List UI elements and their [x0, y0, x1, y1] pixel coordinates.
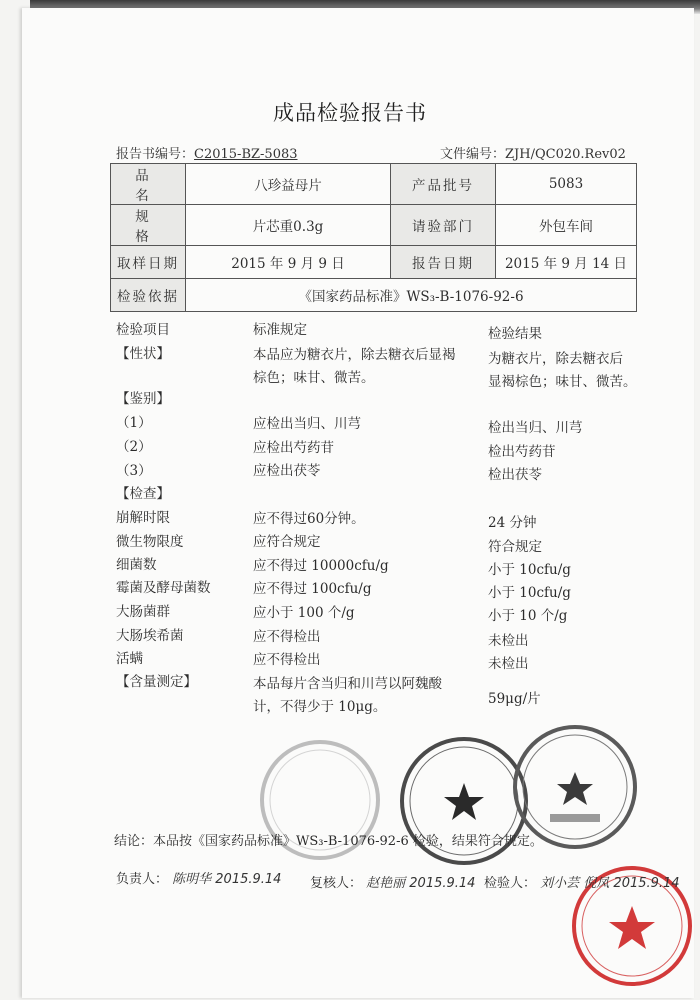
character-standard-line2: 棕色；味甘、微苦。 — [253, 370, 375, 386]
inspection-item-7: 活螨 — [116, 651, 143, 667]
inspection-item-3: 细菌数 — [116, 557, 157, 573]
inspection-standard-4: 应不得过 100cfu/g — [253, 581, 372, 597]
spec-value: 片芯重0.3g — [186, 205, 391, 246]
assay-standard-line2: 计，不得少于 10μg。 — [253, 699, 387, 715]
report-number — [116, 143, 298, 162]
inspection-result-7: 未检出 — [488, 656, 529, 672]
identification-result-2: 检出芍药苷 — [488, 444, 556, 460]
header-standard: 标准规定 — [253, 322, 307, 338]
reviewer — [310, 872, 475, 891]
identification-item-2: （2） — [116, 439, 152, 455]
dept-value: 外包车间 — [496, 205, 637, 246]
assay-standard-line1: 本品每片含当归和川芎以阿魏酸 — [253, 676, 442, 692]
inspection-item-4: 霉菌及酵母菌数 — [116, 580, 211, 596]
character-result-line1: 为糖衣片，除去糖衣后 — [488, 351, 623, 367]
inspection-item-6: 大肠埃希菌 — [116, 628, 184, 644]
responsible-signature: 陈明华 2015.9.14 — [172, 872, 282, 887]
section-inspection: 【检查】 — [116, 486, 170, 502]
inspector-signature: 刘小芸 倪凤 2015.9.14 — [540, 876, 680, 891]
identification-item-3: （3） — [116, 463, 152, 479]
inspection-item-5: 大肠菌群 — [116, 604, 170, 620]
document-number-value: ZJH/QC020.Rev02 — [505, 147, 626, 162]
reviewer-label: 复核人： — [310, 876, 363, 891]
character-standard-line1: 本品应为糖衣片，除去糖衣后显褐 — [253, 347, 456, 363]
section-assay: 【含量测定】 — [116, 674, 197, 690]
info-row-name — [111, 164, 637, 205]
section-identification: 【鉴别】 — [116, 391, 170, 407]
sample-date-label: 取样日期 — [111, 246, 186, 279]
report-date-label: 报告日期 — [391, 246, 496, 279]
report-number-label: 报告书编号： — [116, 147, 195, 162]
inspector-label: 检验人： — [484, 876, 537, 891]
inspector — [484, 872, 680, 891]
inspection-result-6: 未检出 — [488, 633, 529, 649]
info-row-spec — [111, 205, 637, 246]
batch-value: 5083 — [496, 164, 637, 205]
product-name-label: 品 名 — [111, 164, 186, 205]
inspection-result-2: 符合规定 — [488, 539, 542, 555]
inspection-standard-7: 应不得检出 — [253, 652, 321, 668]
reviewer-signature: 赵艳丽 2015.9.14 — [366, 876, 476, 891]
inspection-item-1: 崩解时限 — [116, 510, 170, 526]
basis-value: 《国家药品标准》WS₃-B-1076-92-6 — [186, 279, 637, 312]
product-info-table — [110, 163, 637, 312]
section-character: 【性状】 — [116, 346, 170, 362]
document-title: 成品检验报告书 — [273, 101, 427, 125]
inspection-item-2: 微生物限度 — [116, 534, 184, 550]
inspection-standard-2: 应符合规定 — [253, 534, 321, 550]
conclusion-text: 结论：本品按《国家药品标准》WS₃-B-1076-92-6 检验，结果符合规定。 — [114, 834, 543, 849]
report-number-value: C2015-BZ-5083 — [194, 147, 298, 162]
inspection-standard-5: 应小于 100 个/g — [253, 605, 355, 621]
header-result: 检验结果 — [488, 326, 542, 342]
info-row-dates — [111, 246, 637, 279]
inspection-result-1: 24 分钟 — [488, 515, 537, 531]
responsible-label: 负责人： — [116, 872, 169, 887]
inspection-result-4: 小于 10cfu/g — [488, 585, 571, 601]
identification-standard-1: 应检出当归、川芎 — [253, 416, 361, 432]
header-item: 检验项目 — [116, 322, 170, 338]
document-number — [440, 143, 626, 162]
report-date-value: 2015 年 9 月 14 日 — [496, 246, 637, 279]
responsible-person — [116, 868, 281, 887]
batch-label: 产品批号 — [391, 164, 496, 205]
inspection-result-5: 小于 10 个/g — [488, 608, 568, 624]
assay-result: 59μg/片 — [488, 691, 541, 707]
identification-result-3: 检出茯苓 — [488, 467, 542, 483]
product-name-value: 八珍益母片 — [186, 164, 391, 205]
identification-standard-3: 应检出茯苓 — [253, 463, 321, 479]
inspection-standard-3: 应不得过 10000cfu/g — [253, 558, 389, 574]
info-row-basis — [111, 279, 637, 312]
identification-item-1: （1） — [116, 415, 152, 431]
inspection-standard-6: 应不得检出 — [253, 629, 321, 645]
document-number-label: 文件编号： — [440, 147, 506, 162]
inspection-result-3: 小于 10cfu/g — [488, 562, 571, 578]
character-result-line2: 显褐棕色；味甘、微苦。 — [488, 374, 637, 390]
identification-standard-2: 应检出芍药苷 — [253, 440, 334, 456]
sample-date-value: 2015 年 9 月 9 日 — [186, 246, 391, 279]
identification-result-1: 检出当归、川芎 — [488, 420, 583, 436]
inspection-standard-1: 应不得过60分钟。 — [253, 511, 365, 527]
dept-label: 请验部门 — [391, 205, 496, 246]
basis-label: 检验依据 — [111, 279, 186, 312]
spec-label: 规 格 — [111, 205, 186, 246]
